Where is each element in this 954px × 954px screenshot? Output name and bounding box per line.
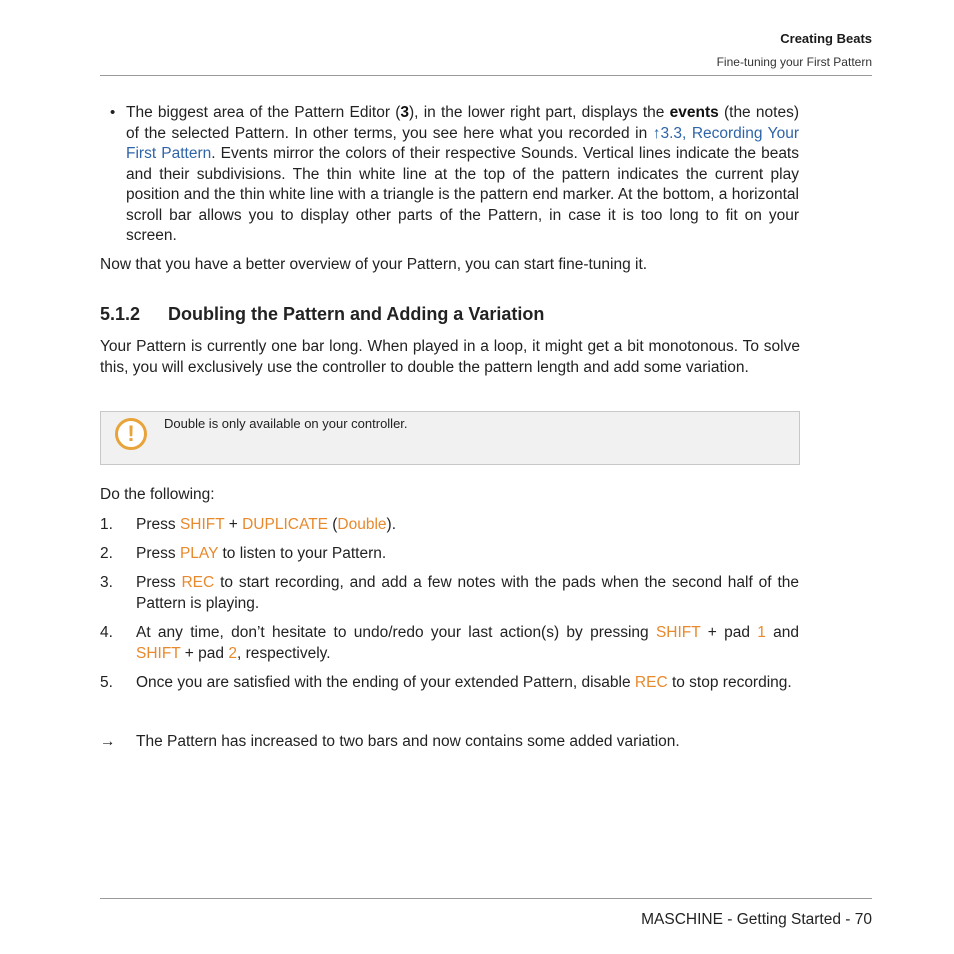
- result-text: The Pattern has increased to two bars and now contains some added variation.: [136, 733, 680, 750]
- step-text: Press: [136, 545, 180, 562]
- events-term: events: [669, 104, 719, 121]
- bullet-marker: •: [110, 104, 116, 121]
- exclamation-icon: !: [115, 418, 147, 450]
- running-header-section: Fine-tuning your First Pattern: [716, 55, 872, 69]
- bullet-number: 3: [400, 104, 409, 121]
- rec-button-ref: REC: [181, 574, 215, 591]
- step-text: , respectively.: [236, 644, 331, 662]
- step-number: 5.: [100, 674, 113, 691]
- step-text: Press: [136, 574, 182, 591]
- shift-button-ref: SHIFT: [655, 624, 701, 641]
- step-text: + pad: [180, 644, 229, 662]
- step-number: 2.: [100, 545, 113, 562]
- duplicate-button-ref: DUPLICATE: [242, 516, 328, 533]
- bullet-text-4: . Events mirror the colors of their respective Sounds. Vertical lines indicate the beats and their subdivisions. The thin white line at the top of the pattern indicates the current play position and the thin white line with a triangle is the pattern end marker. At the bottom, a horizontal scroll bar allows you to display other parts of the Pattern, in case it is too long to fit on your screen.: [126, 145, 799, 244]
- cross-reference-link[interactable]: ↑3.3, Recording Your First Pattern: [126, 124, 800, 162]
- footer-divider: [100, 898, 872, 899]
- section-number: 5.1.2: [100, 304, 141, 324]
- double-function-ref: Double: [337, 516, 387, 533]
- step-number: 4.: [100, 624, 113, 641]
- step-item: [136, 515, 799, 536]
- result-arrow-icon: →: [100, 733, 116, 750]
- step-text: to stop recording.: [667, 674, 792, 691]
- step-number: 1.: [100, 516, 113, 533]
- step-text: At any time, don’t hesitate to undo/redo your last action(s) by pressing: [136, 624, 656, 641]
- steps-intro: Do the following:: [100, 486, 215, 503]
- step-item: [136, 544, 799, 565]
- shift-button-ref: SHIFT: [136, 644, 181, 662]
- step-item: [136, 623, 799, 664]
- step-text: +: [224, 516, 243, 533]
- rec-button-ref: REC: [634, 674, 668, 691]
- bullet-text-3: (the notes) of the selected Pattern. In other terms, you see here what you recorded in: [126, 104, 799, 142]
- step-text: + pad: [700, 624, 758, 641]
- shift-button-ref: SHIFT: [179, 516, 225, 533]
- intro-paragraph: Now that you have a better overview of your Pattern, you can start fine-tuning it.: [100, 256, 648, 273]
- step-text: (: [327, 516, 338, 533]
- header-divider: [100, 75, 872, 76]
- step-text: Press: [136, 516, 180, 533]
- step-text: to listen to your Pattern.: [218, 545, 387, 562]
- step-text: Once you are satisfied with the ending of your extended Pattern, disable: [136, 674, 635, 691]
- section-paragraph: Your Pattern is currently one bar long. When played in a loop, it might get a bit monotonous. To solve this, you will exclusively use the controller to double the pattern length and add some variation.: [100, 338, 800, 376]
- step-text: ).: [386, 516, 397, 533]
- note-text: Double is only available on your controller.: [164, 416, 408, 431]
- step-item: [136, 673, 799, 694]
- note-box: [100, 411, 800, 465]
- pad-number-ref: 1: [757, 624, 766, 641]
- step-text: and: [765, 624, 800, 641]
- running-header-chapter: Creating Beats: [780, 31, 872, 46]
- section-title: Doubling the Pattern and Adding a Variation: [168, 304, 545, 324]
- pad-number-ref: 2: [228, 644, 237, 662]
- step-text: to start recording, and add a few notes with the pads when the second half of the Pattern is playing.: [136, 574, 799, 612]
- step-number: 3.: [100, 574, 113, 591]
- play-button-ref: PLAY: [179, 545, 219, 562]
- page-footer: MASCHINE - Getting Started - 70: [641, 911, 872, 928]
- bullet-text-2: ), in the lower right part, displays the: [409, 104, 670, 121]
- step-item: [136, 573, 799, 614]
- bullet-text-1: The biggest area of the Pattern Editor (: [126, 104, 401, 121]
- bullet-paragraph: [126, 103, 799, 247]
